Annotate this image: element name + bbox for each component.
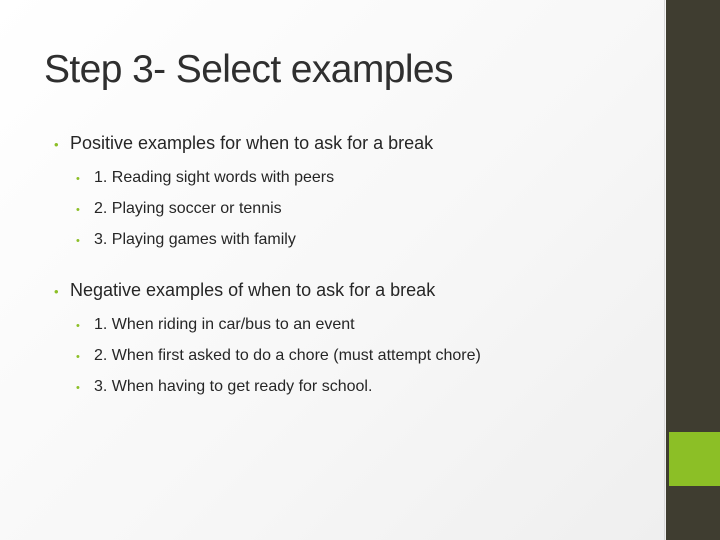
positive-examples-list bbox=[76, 163, 433, 256]
bullet-icon: • bbox=[76, 173, 80, 185]
positive-heading: Positive examples for when to ask for a break bbox=[70, 133, 434, 153]
sidebar-divider bbox=[664, 0, 665, 540]
list-item bbox=[76, 163, 433, 194]
bullet-icon: • bbox=[76, 204, 80, 216]
bullet-icon: • bbox=[76, 382, 80, 394]
bullet-icon: • bbox=[76, 320, 80, 332]
list-item bbox=[76, 225, 433, 256]
bullet-icon: • bbox=[54, 137, 59, 152]
list-item-text: 3. When having to get ready for school. bbox=[94, 378, 373, 395]
list-item-text: 3. Playing games with family bbox=[94, 231, 296, 248]
list-item bbox=[76, 310, 481, 341]
list-item-text: 2. Playing soccer or tennis bbox=[94, 200, 282, 217]
bullet-icon: • bbox=[76, 235, 80, 247]
list-item bbox=[76, 341, 481, 372]
slide-title: Step 3- Select examples bbox=[44, 48, 453, 91]
list-item bbox=[76, 372, 481, 403]
negative-examples-section bbox=[54, 278, 481, 403]
list-item-text: 1. Reading sight words with peers bbox=[94, 169, 335, 186]
sidebar-accent-block bbox=[669, 432, 720, 486]
list-item bbox=[76, 194, 433, 225]
positive-heading-bullet bbox=[54, 131, 433, 157]
negative-examples-list bbox=[76, 310, 481, 403]
list-item-text: 1. When riding in car/bus to an event bbox=[94, 316, 355, 333]
bullet-icon: • bbox=[76, 351, 80, 363]
positive-examples-section bbox=[54, 131, 433, 256]
bullet-icon: • bbox=[54, 284, 59, 299]
list-item-text: 2. When first asked to do a chore (must attempt chore) bbox=[94, 347, 481, 364]
negative-heading: Negative examples of when to ask for a break bbox=[70, 280, 436, 300]
negative-heading-bullet bbox=[54, 278, 481, 304]
